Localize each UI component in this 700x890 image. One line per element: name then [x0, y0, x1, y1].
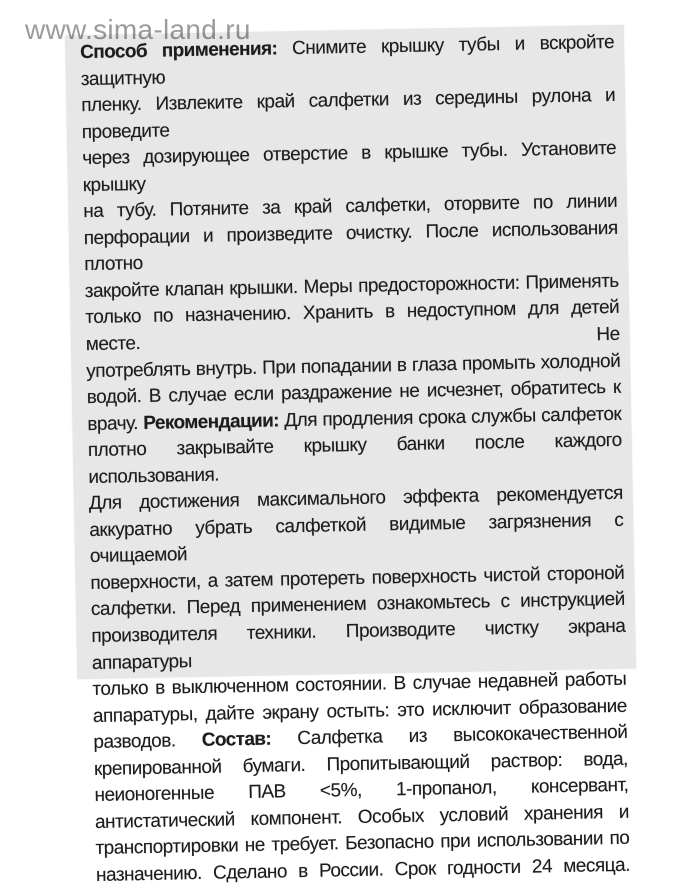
- label-text-segment: производителя техники. Производите чистку экрана аппаратуры: [91, 615, 626, 674]
- label-text-segment: разводов.: [93, 730, 203, 754]
- label-text-segment: Для достижения максимального эффекта рекомендуется: [88, 483, 623, 515]
- label-text-segment: аппаратуры, дайте экрану остыть: это исключит образование: [92, 695, 628, 727]
- label-text-segment: Для продления срока службы салфеток: [278, 403, 622, 432]
- label-text-segment: Снимите крышку тубы и вскройте защитную: [80, 31, 615, 90]
- label-text-segment: употреблять внутрь. При попадании в глаза промыть холодной: [86, 350, 621, 382]
- label-text-segment: врачу.: [87, 412, 144, 435]
- product-label: [65, 25, 636, 886]
- label-heading-segment: Способ применения:: [80, 38, 278, 64]
- label-text-segment: аккуратно убрать салфеткой видимые загрязнения с очищаемой: [89, 509, 624, 568]
- label-text-segment: перфорации и произведите очистку. После использования плотно: [83, 217, 618, 276]
- label-text-segment: салфетки. Перед применением ознакомьтесь с инструкцией: [90, 589, 626, 621]
- label-text-segment: транспортировки не требует. Безопасно при использовании по: [95, 828, 630, 860]
- sima-land-watermark: www.sima-land.ru: [25, 14, 251, 45]
- label-text-segment: через дозирующее отверстие в крышке тубы. Установите крышку: [82, 138, 617, 196]
- label-text-segment: крепированной бумаги. Пропитывающий раствор: вода,: [93, 748, 629, 780]
- label-text-lines: [80, 30, 630, 890]
- label-text-segment: Салфетка из высококачественной: [270, 721, 628, 750]
- label-text-segment: только в выключенном состоянии. В случае недавней работы: [92, 668, 627, 701]
- label-text-segment: пленку. Извлеките край салфетки из середины рулона и проведите: [81, 84, 616, 143]
- label-heading-segment: Рекомендации:: [143, 410, 280, 434]
- label-text-segment: только по назначению. Хранить в недоступном для детей месте. Не: [85, 297, 620, 356]
- label-text-segment: антистатический компонент. Особых условий хранения и: [94, 801, 630, 833]
- label-text-segment: плотно закрывайте крышку банки после каждого использования.: [87, 430, 622, 488]
- label-text-segment: неионогенные ПАВ <5%, 1-пропанол, консервант,: [94, 775, 629, 807]
- label-heading-segment: Состав:: [201, 728, 272, 752]
- label-text-line: [85, 295, 620, 358]
- label-text-segment: поверхности, а затем протереть поверхность чистой стороной: [90, 562, 625, 594]
- label-text-segment: закройте клапан крышки. Меры предосторожности: Применять: [84, 270, 619, 303]
- label-text-segment: водой. В случае если раздражение не исчезнет, обратитесь к: [86, 376, 621, 409]
- label-text-segment: назначению. Сделано в России. Срок годности 24 месяца.: [95, 854, 631, 886]
- label-text-segment: на тубу. Потяните за край салфетки, оторвите по линии: [83, 191, 618, 223]
